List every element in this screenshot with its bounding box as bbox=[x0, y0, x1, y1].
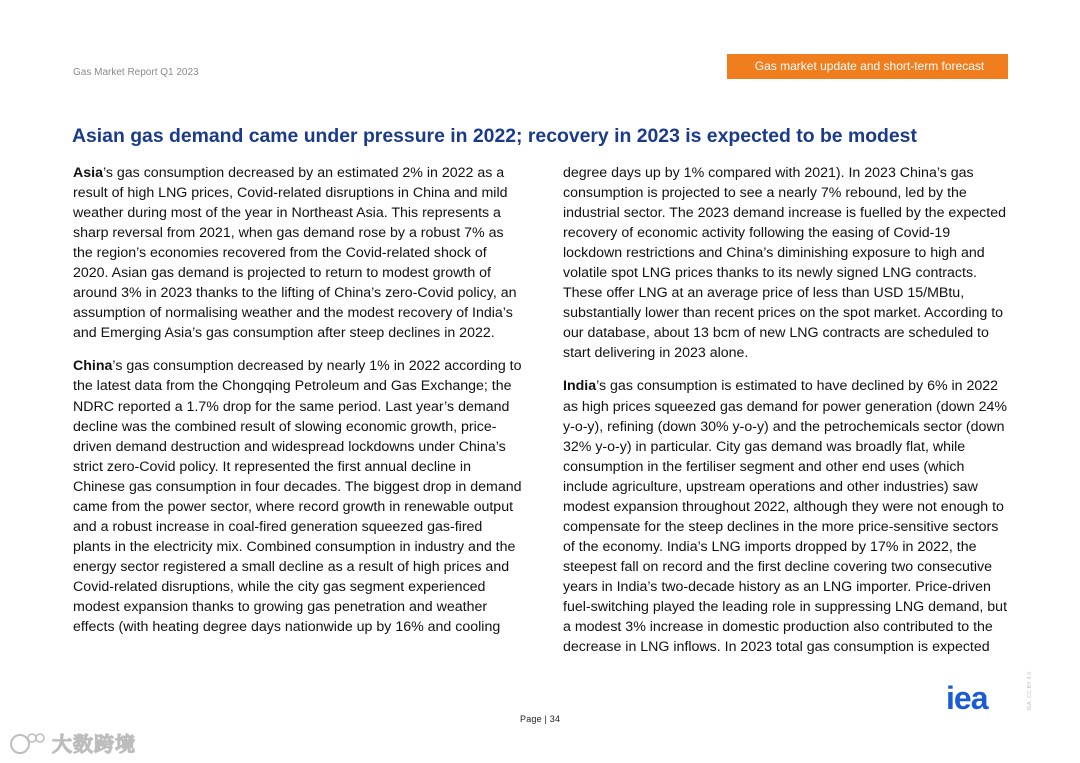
asia-lead: Asia bbox=[73, 165, 103, 181]
india-lead: India bbox=[563, 378, 597, 395]
iea-logo-text: iea bbox=[946, 684, 988, 712]
watermark-logo-icon bbox=[8, 729, 48, 757]
china-text: ’s gas consumption decreased by nearly 1% in 2022 according to the latest data from the Chongqing Petroleum and Gas Exchange; the NDRC reported a 1.7% drop for the same period. Last year’s demand decline was the combined result of slowing economic growth, price-driven demand destruction and widespread lockdowns under China’s strict zero-Covid policy. It represented the first annual decline in Chinese gas consumption in four decades. The biggest drop in demand came from the power sector, where record growth in renewable output and a robust increase in coal-fired generation squeezed gas-fired plants in the electricity mix. Combined consumption in industry and the energy sector registered a small decline as a result of high prices and Covid-related disruptions, while the city gas segment experienced modest expansion thanks to growing gas penetration and weather effects (with heating degree days nationwide up by 16% and cooling bbox=[73, 358, 522, 636]
page-label: Page bbox=[520, 714, 542, 724]
india-paragraph bbox=[563, 376, 1013, 657]
china-continued-text: degree days up by 1% compared with 2021). In 2023 China’s gas consumption is projected to see a nearly 7% rebound, led by the industrial sector. The 2023 demand increase is fuelled by the expected recovery of economic activity following the easing of Covid-19 lockdown restrictions and China’s diminishing exposure to high and volatile spot LNG prices thanks to its newly signed LNG contracts. These offer LNG at an average price of less than USD 15/MBtu, substantially lower than recent prices on the spot market. According to our database, about 13 bcm of new LNG contracts are scheduled to start delivering in 2023 alone. bbox=[563, 165, 1006, 362]
china-lead: China bbox=[73, 358, 113, 375]
report-title: Gas Market Report Q1 2023 bbox=[73, 67, 199, 78]
china-continued-paragraph bbox=[563, 163, 1013, 363]
watermark-text: 大数跨境 bbox=[52, 734, 136, 756]
watermark bbox=[8, 728, 136, 757]
page-separator: | bbox=[544, 714, 548, 724]
page-number-value: 34 bbox=[549, 714, 561, 724]
iea-logo bbox=[946, 684, 1008, 712]
right-column bbox=[563, 163, 1013, 670]
india-text: ’s gas consumption is estimated to have declined by 6% in 2022 as high prices squeezed gas demand for power generation (down 24% y-o-y), refining (down 30% y-o-y) and the petrochemicals sector (down 32% y-o-y) in particular. City gas demand was broadly flat, while consumption in the fertiliser segment and other end uses (which include agriculture, upstream operations and other industries) saw modest expansion throughout 2022, although they were not enough to compensate for the steep declines in the more price-sensitive sectors of the economy. India’s LNG imports dropped by 17% in 2022, the steepest fall on record and the first decline covering two consecutive years in India’s two-decade history as an LNG importer. Price-driven fuel-switching played the leading role in suppressing LNG demand, but a modest 3% increase in domestic production also contributed to the decrease in LNG inflows. In 2023 total gas consumption is expected bbox=[563, 378, 1008, 656]
page-number bbox=[520, 714, 560, 724]
page-heading: Asian gas demand came under pressure in 2022; recovery in 2023 is expected to be modest bbox=[72, 125, 917, 147]
asia-paragraph bbox=[73, 163, 523, 343]
left-column bbox=[73, 163, 523, 650]
asia-text: ’s gas consumption decreased by an estimated 2% in 2022 as a result of high LNG prices, Covid-related disruptions in China and mild weather during most of the year in Northeast Asia. This represents a sharp reversal from 2021, when gas demand rose by a robust 7% as the region’s economies recovered from the Covid-related shock of 2020. Asian gas demand is projected to return to modest growth of around 3% in 2023 thanks to the lifting of China’s zero-Covid policy, an assumption of normalising weather and the modest recovery of India’s and Emerging Asia’s gas consumption after steep declines in 2022. bbox=[73, 165, 517, 342]
section-banner: Gas market update and short-term forecast bbox=[727, 54, 1008, 79]
license-text: IEA. CC BY 4.0. bbox=[1027, 670, 1033, 711]
china-paragraph bbox=[73, 356, 523, 637]
